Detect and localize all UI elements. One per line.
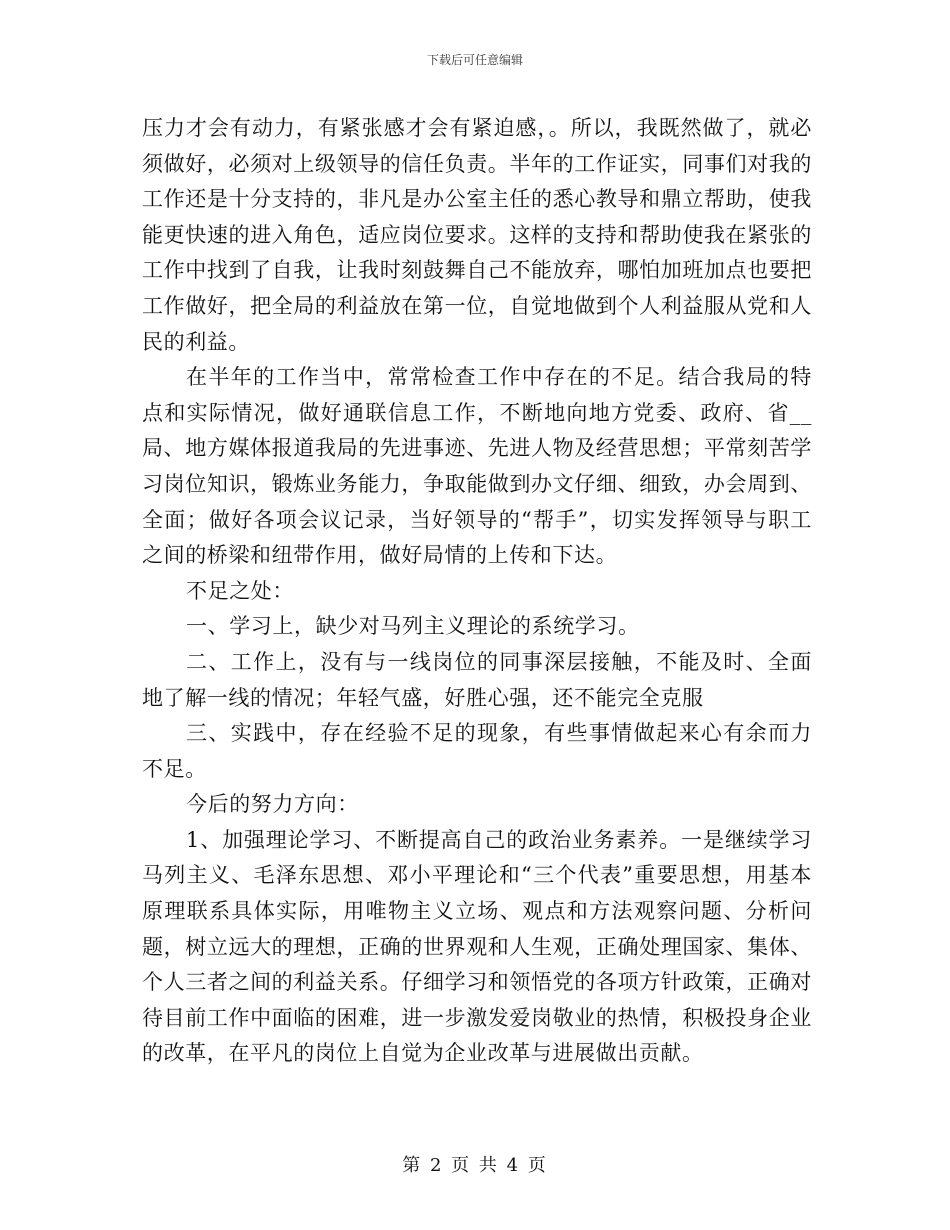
paragraph-3: 不足之处： bbox=[186, 578, 294, 603]
paragraph-8: 1、加强理论学习、不断提高自己的政治业务素养。一是继续学习马列主义、毛泽东思想、邓小平理论和“三个代表”重要思想，用基本原理联系具体实际，用唯物主义立场、观点和方法观察问题、分析问题，树立远大的理想，正确的世界观和人生观，正确处理国家、集体、个人三者之间的利益关系。仔细学习和领悟党的各项方针政策，正确对待目前工作中面临的困难，进一步激发爱岗敬业的热情，积极投身企业的改革，在平凡的岗位上自觉为企业改革与进展做出贡献。 bbox=[142, 827, 812, 1066]
page-header: 下载后可任意编辑 bbox=[426, 53, 523, 67]
paragraph-7: 今后的努力方向： bbox=[186, 792, 359, 817]
document-body bbox=[142, 111, 812, 1072]
paragraph-6: 三、实践中，存在经验不足的现象，有些事情做起来心有余而力不足。 bbox=[142, 721, 812, 781]
paragraph-1: 压力才会有动力，有紧张感才会有紧迫感，。所以，我既然做了，就必须做好，必须对上级领导的信任负责。半年的工作证实，同事们对我的工作还是十分支持的，非凡是办公室主任的悉心教导和鼎立帮助，使我能更快速的进入角色，适应岗位要求。这样的支持和帮助使我在紧张的工作中找到了自我，让我时刻鼓舞自己不能放弃，哪怕加班加点也要把工作做好，把全局的利益放在第一位，自觉地做到个人利益服从党和人民的利益。 bbox=[142, 116, 812, 354]
page-number: 第 2 页 共 4 页 bbox=[402, 1155, 548, 1176]
paragraph-5: 二、工作上，没有与一线岗位的同事深层接触，不能及时、全面地了解一线的情况；年轻气盛，好胜心强，还不能完全克服 bbox=[142, 649, 812, 710]
paragraph-2: 在半年的工作当中，常常检查工作中存在的不足。结合我局的特点和实际情况，做好通联信息工作，不断地向地方党委、政府、省__局、地方媒体报道我局的先进事迹、先进人物及经营思想；平常刻苦学习岗位知识，锻炼业务能力，争取能做到办文仔细、细致，办会周到、全面；做好各项会议记录，当好领导的“帮手”，切实发挥领导与职工之间的桥梁和纽带作用，做好局情的上传和下达。 bbox=[142, 365, 812, 568]
paragraph-4: 一、学习上，缺少对马列主义理论的系统学习。 bbox=[186, 614, 640, 639]
